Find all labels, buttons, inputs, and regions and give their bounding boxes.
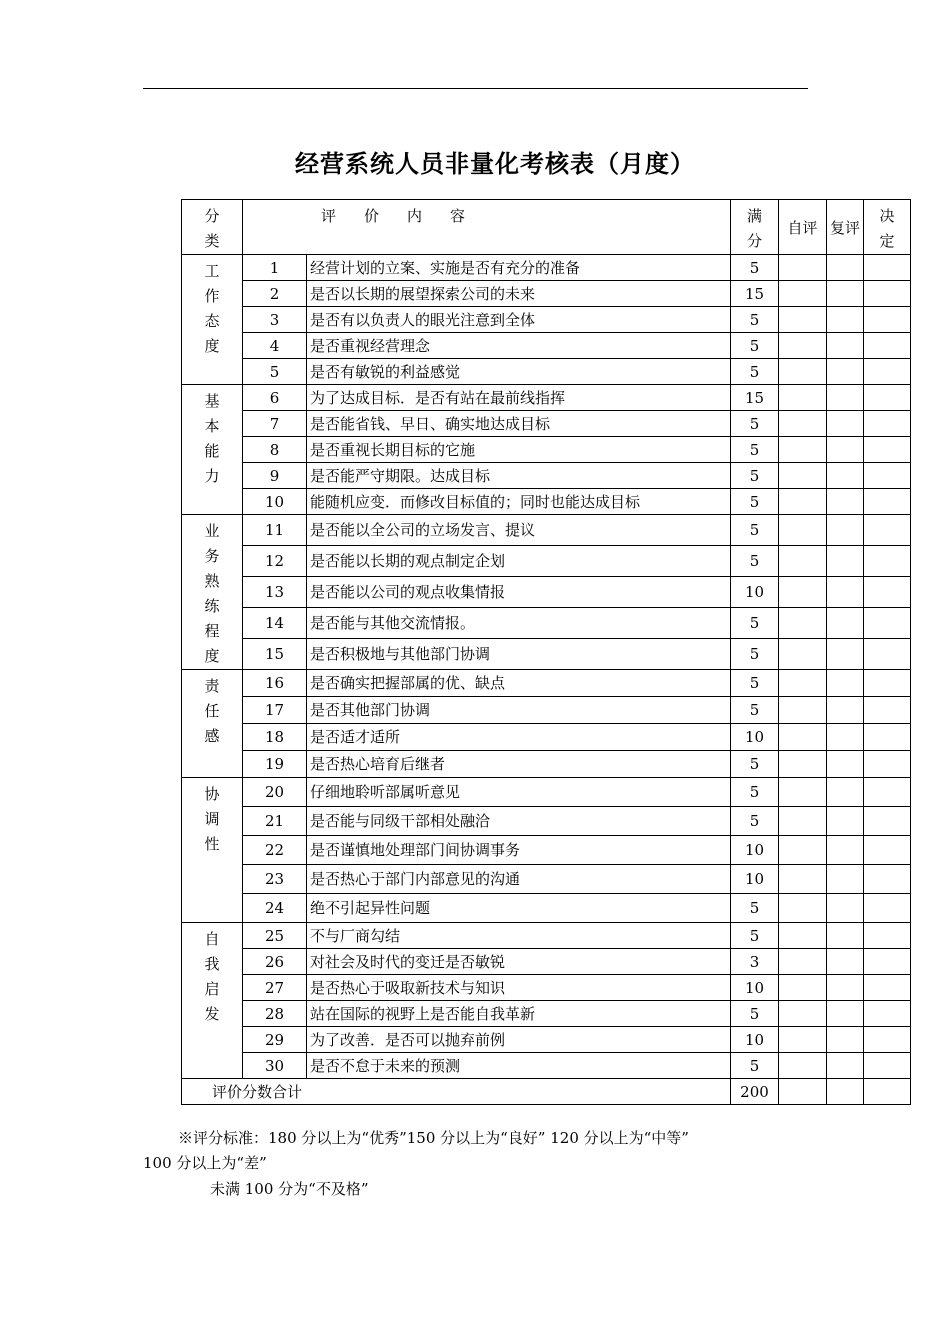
decision-cell[interactable]	[864, 807, 911, 836]
decision-cell[interactable]	[864, 1027, 911, 1053]
item-number: 10	[243, 489, 307, 515]
full-score: 5	[731, 307, 779, 333]
header-self-eval: 自评	[779, 200, 827, 255]
review-cell[interactable]	[827, 546, 864, 577]
item-text: 为了改善．是否可以抛弃前例	[307, 1027, 731, 1053]
table-row	[182, 281, 911, 307]
item-number: 28	[243, 1001, 307, 1027]
full-score: 5	[731, 923, 779, 949]
item-text: 绝不引起异性问题	[307, 894, 731, 923]
table-row	[182, 639, 911, 670]
review-cell[interactable]	[827, 975, 864, 1001]
item-number: 1	[243, 255, 307, 281]
decision-cell[interactable]	[864, 751, 911, 778]
item-text: 是否其他部门协调	[307, 697, 731, 724]
review-cell[interactable]	[827, 1027, 864, 1053]
decision-cell[interactable]	[864, 865, 911, 894]
full-score: 5	[731, 807, 779, 836]
full-score: 5	[731, 639, 779, 670]
table-row	[182, 807, 911, 836]
item-text: 是否有以负责人的眼光注意到全体	[307, 307, 731, 333]
full-score: 10	[731, 1027, 779, 1053]
table-row	[182, 515, 911, 546]
self-eval-cell[interactable]	[779, 807, 827, 836]
review-cell[interactable]	[827, 463, 864, 489]
review-cell[interactable]	[827, 1001, 864, 1027]
category-label: 责任感	[204, 677, 220, 745]
note-line-3: 未满 100 分为“不及格”	[210, 1180, 369, 1198]
review-cell[interactable]	[827, 949, 864, 975]
item-number: 19	[243, 751, 307, 778]
item-number: 18	[243, 724, 307, 751]
category-label: 基本能力	[204, 392, 220, 485]
self-eval-cell[interactable]	[779, 608, 827, 639]
category-cell	[182, 255, 243, 385]
decision-cell[interactable]	[864, 836, 911, 865]
review-cell[interactable]	[827, 697, 864, 724]
self-eval-cell[interactable]	[779, 255, 827, 281]
review-cell[interactable]	[827, 333, 864, 359]
item-number: 16	[243, 670, 307, 697]
header-category: 分类	[182, 200, 243, 255]
self-eval-cell[interactable]	[779, 307, 827, 333]
item-text: 是否谨慎地处理部门间协调事务	[307, 836, 731, 865]
review-cell[interactable]	[827, 751, 864, 778]
self-eval-cell[interactable]	[779, 1001, 827, 1027]
full-score: 5	[731, 255, 779, 281]
total-self-eval-cell[interactable]	[779, 1079, 827, 1105]
item-number: 15	[243, 639, 307, 670]
self-eval-cell[interactable]	[779, 975, 827, 1001]
item-number: 23	[243, 865, 307, 894]
item-text: 为了达成目标．是否有站在最前线指挥	[307, 385, 731, 411]
decision-cell[interactable]	[864, 463, 911, 489]
page-title: 经营系统人员非量化考核表（月度）	[295, 150, 695, 178]
item-text: 经营计划的立案、实施是否有充分的准备	[307, 255, 731, 281]
category-cell	[182, 515, 243, 670]
review-cell[interactable]	[827, 923, 864, 949]
decision-cell[interactable]	[864, 975, 911, 1001]
full-score: 15	[731, 281, 779, 307]
item-number: 14	[243, 608, 307, 639]
item-text: 是否能以长期的观点制定企划	[307, 546, 731, 577]
evaluation-table	[181, 199, 911, 1105]
table-row	[182, 333, 911, 359]
item-number: 25	[243, 923, 307, 949]
decision-cell[interactable]	[864, 333, 911, 359]
decision-cell[interactable]	[864, 255, 911, 281]
item-text: 是否能省钱、早日、确实地达成目标	[307, 411, 731, 437]
review-cell[interactable]	[827, 778, 864, 807]
item-number: 17	[243, 697, 307, 724]
item-text: 是否能以公司的观点收集情报	[307, 577, 731, 608]
item-number: 3	[243, 307, 307, 333]
self-eval-cell[interactable]	[779, 724, 827, 751]
note-line-1: ※评分标准：180 分以上为“优秀”150 分以上为“良好” 120 分以上为“中等”	[178, 1129, 689, 1147]
item-text: 是否有敏锐的利益感觉	[307, 359, 731, 385]
self-eval-cell[interactable]	[779, 949, 827, 975]
item-text: 是否热心培育后继者	[307, 751, 731, 778]
table-row	[182, 975, 911, 1001]
item-number: 7	[243, 411, 307, 437]
full-score: 5	[731, 411, 779, 437]
self-eval-cell[interactable]	[779, 1053, 827, 1079]
self-eval-cell[interactable]	[779, 751, 827, 778]
item-text: 是否重视经营理念	[307, 333, 731, 359]
item-text: 对社会及时代的变迁是否敏锐	[307, 949, 731, 975]
full-score: 5	[731, 1053, 779, 1079]
self-eval-cell[interactable]	[779, 359, 827, 385]
header-review: 复评	[827, 200, 864, 255]
category-cell	[182, 923, 243, 1079]
item-text: 不与厂商勾结	[307, 923, 731, 949]
category-label: 自我启发	[204, 930, 220, 1023]
table-row	[182, 949, 911, 975]
full-score: 10	[731, 865, 779, 894]
decision-cell[interactable]	[864, 778, 911, 807]
table-row	[182, 923, 911, 949]
full-score: 5	[731, 1001, 779, 1027]
full-score: 5	[731, 546, 779, 577]
item-number: 11	[243, 515, 307, 546]
review-cell[interactable]	[827, 385, 864, 411]
table-row	[182, 411, 911, 437]
note-line-2: 100 分以上为“差”	[143, 1154, 267, 1172]
table-row	[182, 778, 911, 807]
self-eval-cell[interactable]	[779, 546, 827, 577]
header-content: 评价内容	[243, 200, 731, 255]
full-score: 3	[731, 949, 779, 975]
top-rule	[143, 88, 808, 89]
item-text: 是否适才适所	[307, 724, 731, 751]
decision-cell[interactable]	[864, 949, 911, 975]
full-score: 10	[731, 975, 779, 1001]
decision-cell[interactable]	[864, 670, 911, 697]
self-eval-cell[interactable]	[779, 463, 827, 489]
table-row	[182, 697, 911, 724]
item-text: 是否重视长期目标的它施	[307, 437, 731, 463]
table-row	[182, 307, 911, 333]
table-row	[182, 751, 911, 778]
full-score: 5	[731, 608, 779, 639]
item-number: 29	[243, 1027, 307, 1053]
item-text: 是否热心于吸取新技术与知识	[307, 975, 731, 1001]
full-score: 10	[731, 836, 779, 865]
self-eval-cell[interactable]	[779, 923, 827, 949]
item-text: 是否热心于部门内部意见的沟通	[307, 865, 731, 894]
self-eval-cell[interactable]	[779, 437, 827, 463]
item-number: 27	[243, 975, 307, 1001]
table-row	[182, 255, 911, 281]
table-row	[182, 1053, 911, 1079]
item-text: 是否能与其他交流情报。	[307, 608, 731, 639]
decision-cell[interactable]	[864, 923, 911, 949]
decision-cell[interactable]	[864, 1001, 911, 1027]
table-row	[182, 385, 911, 411]
table-row	[182, 577, 911, 608]
total-score: 200	[731, 1079, 779, 1105]
table-row	[182, 724, 911, 751]
full-score: 5	[731, 894, 779, 923]
table-row	[182, 670, 911, 697]
self-eval-cell[interactable]	[779, 670, 827, 697]
self-eval-cell[interactable]	[779, 778, 827, 807]
decision-cell[interactable]	[864, 359, 911, 385]
review-cell[interactable]	[827, 670, 864, 697]
item-number: 6	[243, 385, 307, 411]
decision-cell[interactable]	[864, 515, 911, 546]
category-label: 工作态度	[204, 262, 220, 355]
item-number: 26	[243, 949, 307, 975]
full-score: 5	[731, 670, 779, 697]
full-score: 15	[731, 385, 779, 411]
item-text: 是否以长期的展望探索公司的未来	[307, 281, 731, 307]
item-text: 是否能严守期限。达成目标	[307, 463, 731, 489]
item-number: 30	[243, 1053, 307, 1079]
full-score: 5	[731, 697, 779, 724]
self-eval-cell[interactable]	[779, 577, 827, 608]
item-number: 5	[243, 359, 307, 385]
review-cell[interactable]	[827, 515, 864, 546]
category-cell	[182, 670, 243, 778]
item-number: 8	[243, 437, 307, 463]
item-text: 是否不怠于未来的预测	[307, 1053, 731, 1079]
review-cell[interactable]	[827, 411, 864, 437]
review-cell[interactable]	[827, 255, 864, 281]
self-eval-cell[interactable]	[779, 639, 827, 670]
decision-cell[interactable]	[864, 385, 911, 411]
full-score: 5	[731, 778, 779, 807]
review-cell[interactable]	[827, 437, 864, 463]
table-row	[182, 836, 911, 865]
total-label: 评价分数合计	[182, 1079, 731, 1105]
full-score: 5	[731, 359, 779, 385]
decision-cell[interactable]	[864, 281, 911, 307]
full-score: 5	[731, 437, 779, 463]
decision-cell[interactable]	[864, 546, 911, 577]
self-eval-cell[interactable]	[779, 281, 827, 307]
table-row	[182, 608, 911, 639]
decision-cell[interactable]	[864, 307, 911, 333]
self-eval-cell[interactable]	[779, 697, 827, 724]
full-score: 5	[731, 751, 779, 778]
total-decision-cell[interactable]	[864, 1079, 911, 1105]
self-eval-cell[interactable]	[779, 1027, 827, 1053]
table-row	[182, 437, 911, 463]
category-label: 协调性	[204, 785, 220, 853]
item-text: 是否积极地与其他部门协调	[307, 639, 731, 670]
item-number: 21	[243, 807, 307, 836]
review-cell[interactable]	[827, 359, 864, 385]
item-number: 20	[243, 778, 307, 807]
review-cell[interactable]	[827, 307, 864, 333]
review-cell[interactable]	[827, 608, 864, 639]
full-score: 10	[731, 577, 779, 608]
decision-cell[interactable]	[864, 489, 911, 515]
item-number: 4	[243, 333, 307, 359]
item-number: 24	[243, 894, 307, 923]
review-cell[interactable]	[827, 489, 864, 515]
decision-cell[interactable]	[864, 608, 911, 639]
item-number: 13	[243, 577, 307, 608]
table-row	[182, 489, 911, 515]
decision-cell[interactable]	[864, 894, 911, 923]
review-cell[interactable]	[827, 281, 864, 307]
review-cell[interactable]	[827, 724, 864, 751]
item-text: 是否确实把握部属的优、缺点	[307, 670, 731, 697]
self-eval-cell[interactable]	[779, 411, 827, 437]
self-eval-cell[interactable]	[779, 836, 827, 865]
self-eval-cell[interactable]	[779, 385, 827, 411]
table-row	[182, 546, 911, 577]
item-text: 仔细地聆听部属听意见	[307, 778, 731, 807]
decision-cell[interactable]	[864, 724, 911, 751]
item-number: 9	[243, 463, 307, 489]
category-cell	[182, 385, 243, 515]
review-cell[interactable]	[827, 894, 864, 923]
table-row	[182, 463, 911, 489]
item-number: 22	[243, 836, 307, 865]
full-score: 5	[731, 463, 779, 489]
header-decision: 决定	[864, 200, 911, 255]
self-eval-cell[interactable]	[779, 865, 827, 894]
table-row	[182, 894, 911, 923]
table-row	[182, 359, 911, 385]
decision-cell[interactable]	[864, 697, 911, 724]
self-eval-cell[interactable]	[779, 333, 827, 359]
decision-cell[interactable]	[864, 411, 911, 437]
review-cell[interactable]	[827, 639, 864, 670]
full-score: 10	[731, 724, 779, 751]
category-label: 业务熟练程度	[204, 522, 220, 665]
self-eval-cell[interactable]	[779, 489, 827, 515]
total-row	[182, 1079, 911, 1105]
table-row	[182, 1027, 911, 1053]
category-cell	[182, 778, 243, 923]
item-text: 能随机应变．而修改目标值的；同时也能达成目标	[307, 489, 731, 515]
review-cell[interactable]	[827, 865, 864, 894]
item-text: 站在国际的视野上是否能自我革新	[307, 1001, 731, 1027]
self-eval-cell[interactable]	[779, 894, 827, 923]
header-full-score: 满分	[731, 200, 779, 255]
item-number: 12	[243, 546, 307, 577]
total-review-cell[interactable]	[827, 1079, 864, 1105]
review-cell[interactable]	[827, 577, 864, 608]
table-row	[182, 1001, 911, 1027]
decision-cell[interactable]	[864, 577, 911, 608]
item-text: 是否能以全公司的立场发言、提议	[307, 515, 731, 546]
full-score: 5	[731, 333, 779, 359]
decision-cell[interactable]	[864, 639, 911, 670]
item-text: 是否能与同级干部相处融洽	[307, 807, 731, 836]
header-row	[182, 200, 911, 255]
decision-cell[interactable]	[864, 1053, 911, 1079]
decision-cell[interactable]	[864, 437, 911, 463]
full-score: 5	[731, 515, 779, 546]
full-score: 5	[731, 489, 779, 515]
table-row	[182, 865, 911, 894]
item-number: 2	[243, 281, 307, 307]
review-cell[interactable]	[827, 1053, 864, 1079]
review-cell[interactable]	[827, 836, 864, 865]
self-eval-cell[interactable]	[779, 515, 827, 546]
review-cell[interactable]	[827, 807, 864, 836]
